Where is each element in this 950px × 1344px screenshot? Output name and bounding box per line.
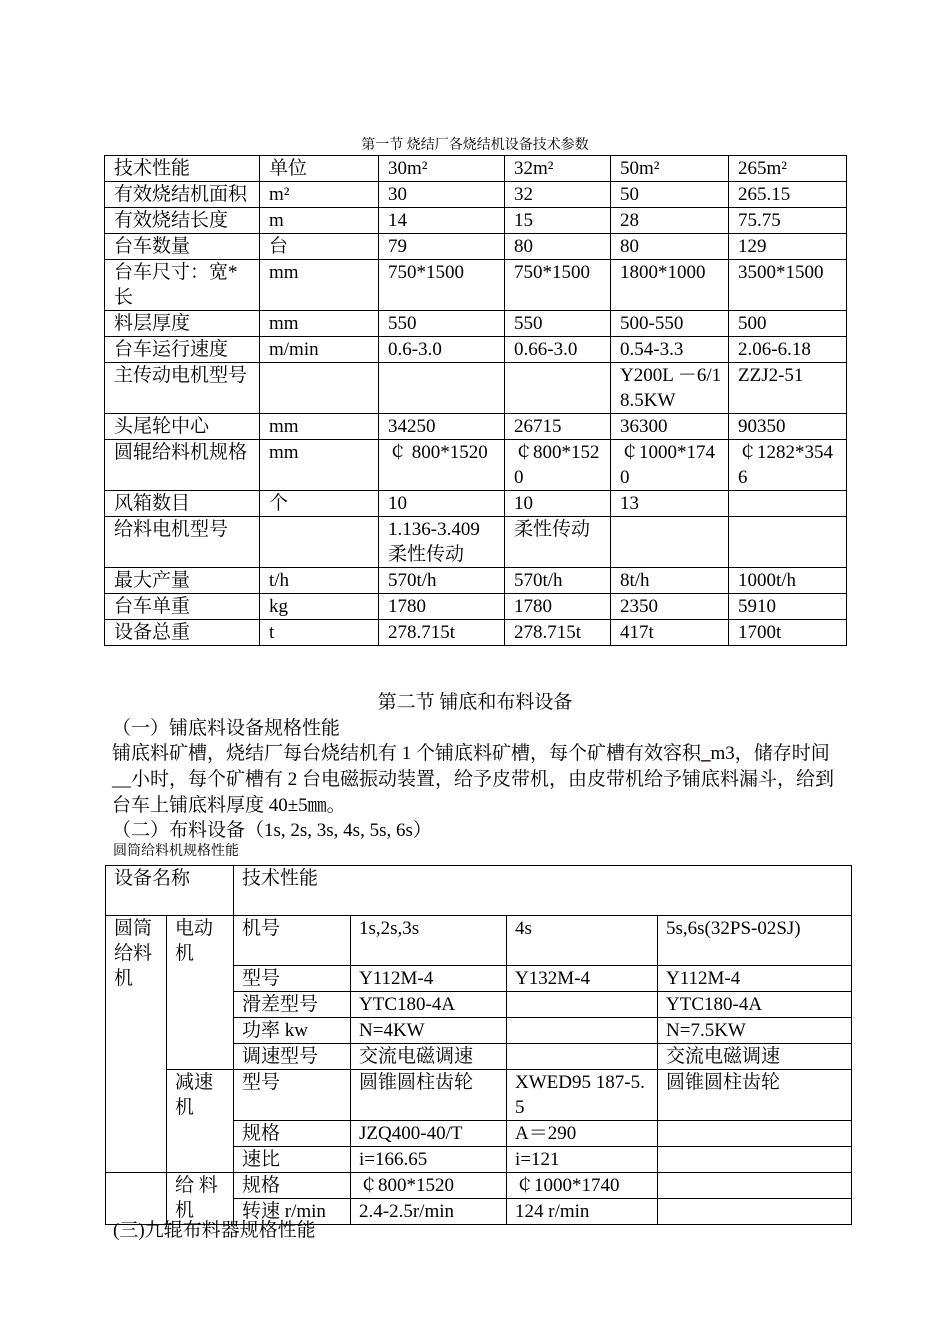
cell: 550 bbox=[379, 311, 505, 337]
cell bbox=[260, 517, 379, 568]
cell: 1780 bbox=[505, 594, 611, 620]
table-row bbox=[105, 440, 847, 491]
cell: 机号 bbox=[234, 916, 351, 966]
table-row bbox=[105, 182, 847, 208]
bedding-description-b: m3，储存时间__小时，每个矿槽有 2 台电磁振动装置，给予皮带机，由皮带机给予铺底料漏斗，给到台车上铺底料厚度 40±5㎜。 bbox=[112, 743, 835, 816]
cell: 型号 bbox=[234, 1070, 351, 1121]
cell bbox=[729, 491, 847, 517]
cell: 79 bbox=[379, 234, 505, 260]
cell: 台车数量 bbox=[105, 234, 260, 260]
cell: 10 bbox=[379, 491, 505, 517]
header-equipment-name: 设备名称 bbox=[106, 866, 234, 916]
cell: m bbox=[260, 208, 379, 234]
cell bbox=[505, 363, 611, 414]
cell: 32m² bbox=[505, 156, 611, 182]
cell: 15 bbox=[505, 208, 611, 234]
cell: 主传动电机型号 bbox=[105, 363, 260, 414]
cell: 交流电磁调速 bbox=[658, 1044, 852, 1070]
cell: 头尾轮中心 bbox=[105, 414, 260, 440]
cell: m/min bbox=[260, 337, 379, 363]
cell: 75.75 bbox=[729, 208, 847, 234]
cell: 500 bbox=[729, 311, 847, 337]
cell: 功率 kw bbox=[234, 1018, 351, 1044]
cell: ￠800*1520 bbox=[505, 440, 611, 491]
cell: ￠1000*1740 bbox=[507, 1173, 658, 1199]
subsection1-title: （一）铺底料设备规格性能 bbox=[112, 718, 341, 739]
cell: ￠1282*3546 bbox=[729, 440, 847, 491]
sinter-machine-parameters-table bbox=[104, 155, 847, 646]
cell: 1780 bbox=[379, 594, 505, 620]
cell: 4s bbox=[507, 916, 658, 966]
bedding-description-a: 铺底料矿槽，烧结厂每台烧结机有 1 个铺底料矿槽，每个矿槽有效容积 bbox=[112, 743, 702, 764]
cell: mm bbox=[260, 311, 379, 337]
cell: 2.4-2.5r/min bbox=[351, 1199, 507, 1225]
cell: 28 bbox=[611, 208, 729, 234]
table-row bbox=[105, 414, 847, 440]
cell: 1s,2s,3s bbox=[351, 916, 507, 966]
cell: 124 r/min bbox=[507, 1199, 658, 1225]
table-row bbox=[105, 491, 847, 517]
table-row bbox=[105, 620, 847, 646]
cell: Y112M-4 bbox=[658, 966, 852, 992]
table-row bbox=[105, 208, 847, 234]
cell: i=121 bbox=[507, 1147, 658, 1173]
cell bbox=[729, 517, 847, 568]
volume-blank: _ bbox=[701, 743, 711, 764]
cell: 278.715t bbox=[379, 620, 505, 646]
cell: 8t/h bbox=[611, 568, 729, 594]
cell: 750*1500 bbox=[505, 260, 611, 311]
cell: ZZJ2-51 bbox=[729, 363, 847, 414]
cell: 0.54-3.3 bbox=[611, 337, 729, 363]
cell: 圆锥圆柱齿轮 bbox=[658, 1070, 852, 1121]
cell: YTC180-4A bbox=[351, 992, 507, 1018]
cell bbox=[379, 363, 505, 414]
cell: ￠1000*1740 bbox=[611, 440, 729, 491]
table-row bbox=[105, 337, 847, 363]
cell: kg bbox=[260, 594, 379, 620]
cell: 1000t/h bbox=[729, 568, 847, 594]
cell: YTC180-4A bbox=[658, 992, 852, 1018]
group-motor: 电动机 bbox=[167, 916, 234, 1070]
table-row bbox=[105, 260, 847, 311]
cell: 26715 bbox=[505, 414, 611, 440]
cell: 圆锥圆柱齿轮 bbox=[351, 1070, 507, 1121]
cell bbox=[507, 992, 658, 1018]
cell: 调速型号 bbox=[234, 1044, 351, 1070]
cell: 278.715t bbox=[505, 620, 611, 646]
cell: Y132M-4 bbox=[507, 966, 658, 992]
cell: 速比 bbox=[234, 1147, 351, 1173]
cell: 500-550 bbox=[611, 311, 729, 337]
table-row bbox=[105, 594, 847, 620]
group-feeder: 给 料机 bbox=[167, 1173, 234, 1225]
cell: 50 bbox=[611, 182, 729, 208]
cell bbox=[260, 363, 379, 414]
cell: 有效烧结长度 bbox=[105, 208, 260, 234]
section1-caption: 第一节 烧结厂各烧结机设备技术参数 bbox=[361, 138, 589, 153]
cell: 10 bbox=[505, 491, 611, 517]
cell: 1800*1000 bbox=[611, 260, 729, 311]
cell: m² bbox=[260, 182, 379, 208]
cell: 3500*1500 bbox=[729, 260, 847, 311]
header-row bbox=[105, 156, 847, 182]
cell bbox=[611, 517, 729, 568]
cell bbox=[507, 1044, 658, 1070]
cell: 交流电磁调速 bbox=[351, 1044, 507, 1070]
cell: 规格 bbox=[234, 1173, 351, 1199]
cell: 台车尺寸：宽*长 bbox=[105, 260, 260, 311]
cell: ￠800*1520 bbox=[351, 1173, 507, 1199]
section2-heading: 第二节 铺底和布料设备 bbox=[377, 692, 573, 713]
cell: 90350 bbox=[729, 414, 847, 440]
cell: 30m² bbox=[379, 156, 505, 182]
group-drum-feeder: 圆筒给料机 bbox=[106, 916, 167, 1173]
cell: ￠ 800*1520 bbox=[379, 440, 505, 491]
cell: t/h bbox=[260, 568, 379, 594]
cell: 2.06-6.18 bbox=[729, 337, 847, 363]
table-row bbox=[105, 517, 847, 568]
cell: 型号 bbox=[234, 966, 351, 992]
cell bbox=[658, 1147, 852, 1173]
table-row bbox=[105, 363, 847, 414]
cell: 417t bbox=[611, 620, 729, 646]
cell: 5910 bbox=[729, 594, 847, 620]
cell: 34250 bbox=[379, 414, 505, 440]
cell: JZQ400-40/T bbox=[351, 1121, 507, 1147]
cell: 有效烧结机面积 bbox=[105, 182, 260, 208]
cell: 32 bbox=[505, 182, 611, 208]
cell: 技术性能 bbox=[105, 156, 260, 182]
cell: 单位 bbox=[260, 156, 379, 182]
cell bbox=[507, 1018, 658, 1044]
cell: 圆辊给料机规格 bbox=[105, 440, 260, 491]
cell: 台车单重 bbox=[105, 594, 260, 620]
cell: 265m² bbox=[729, 156, 847, 182]
cell: mm bbox=[260, 414, 379, 440]
cell: 给料电机型号 bbox=[105, 517, 260, 568]
subsection3-title: (三)九辊布料器规格性能 bbox=[113, 1220, 316, 1241]
cell bbox=[658, 1199, 852, 1225]
cell: 1.136-3.409柔性传动 bbox=[379, 517, 505, 568]
subsection2-title: （二）布料设备（1s, 2s, 3s, 4s, 5s, 6s） bbox=[112, 820, 432, 841]
cell: 0.66-3.0 bbox=[505, 337, 611, 363]
cell bbox=[658, 1173, 852, 1199]
cell: 80 bbox=[611, 234, 729, 260]
table-row bbox=[105, 234, 847, 260]
drum-feeder-table bbox=[105, 865, 852, 1225]
group-reducer: 减速机 bbox=[167, 1070, 234, 1173]
cell: 台车运行速度 bbox=[105, 337, 260, 363]
cell: i=166.65 bbox=[351, 1147, 507, 1173]
cell: 0.6-3.0 bbox=[379, 337, 505, 363]
cell: 风箱数目 bbox=[105, 491, 260, 517]
cell bbox=[658, 1121, 852, 1147]
cell: Y112M-4 bbox=[351, 966, 507, 992]
cell: N=7.5KW bbox=[658, 1018, 852, 1044]
table-row bbox=[105, 311, 847, 337]
cell: 750*1500 bbox=[379, 260, 505, 311]
cell: Y200L －6/18.5KW bbox=[611, 363, 729, 414]
cell: 最大产量 bbox=[105, 568, 260, 594]
cell: 转速 r/min bbox=[234, 1199, 351, 1225]
cell: 5s,6s(32PS-02SJ) bbox=[658, 916, 852, 966]
cell: t bbox=[260, 620, 379, 646]
drum-feeder-caption: 圆筒给料机规格性能 bbox=[113, 844, 239, 859]
cell: 13 bbox=[611, 491, 729, 517]
cell: 料层厚度 bbox=[105, 311, 260, 337]
cell: 50m² bbox=[611, 156, 729, 182]
cell: 1700t bbox=[729, 620, 847, 646]
cell: 265.15 bbox=[729, 182, 847, 208]
cell: 129 bbox=[729, 234, 847, 260]
cell: 36300 bbox=[611, 414, 729, 440]
cell: XWED95 187-5.5 bbox=[507, 1070, 658, 1121]
cell: 570t/h bbox=[379, 568, 505, 594]
cell: 2350 bbox=[611, 594, 729, 620]
cell: 14 bbox=[379, 208, 505, 234]
group-empty bbox=[106, 1173, 167, 1225]
cell: 30 bbox=[379, 182, 505, 208]
cell: mm bbox=[260, 260, 379, 311]
cell: 设备总重 bbox=[105, 620, 260, 646]
header-technical-performance: 技术性能 bbox=[234, 866, 852, 916]
cell: mm bbox=[260, 440, 379, 491]
cell: 个 bbox=[260, 491, 379, 517]
bedding-description bbox=[112, 741, 842, 819]
cell: N=4KW bbox=[351, 1018, 507, 1044]
cell: 规格 bbox=[234, 1121, 351, 1147]
cell: 80 bbox=[505, 234, 611, 260]
cell: 550 bbox=[505, 311, 611, 337]
cell: 滑差型号 bbox=[234, 992, 351, 1018]
cell: A＝290 bbox=[507, 1121, 658, 1147]
cell: 柔性传动 bbox=[505, 517, 611, 568]
table-row bbox=[105, 568, 847, 594]
cell: 台 bbox=[260, 234, 379, 260]
cell: 570t/h bbox=[505, 568, 611, 594]
